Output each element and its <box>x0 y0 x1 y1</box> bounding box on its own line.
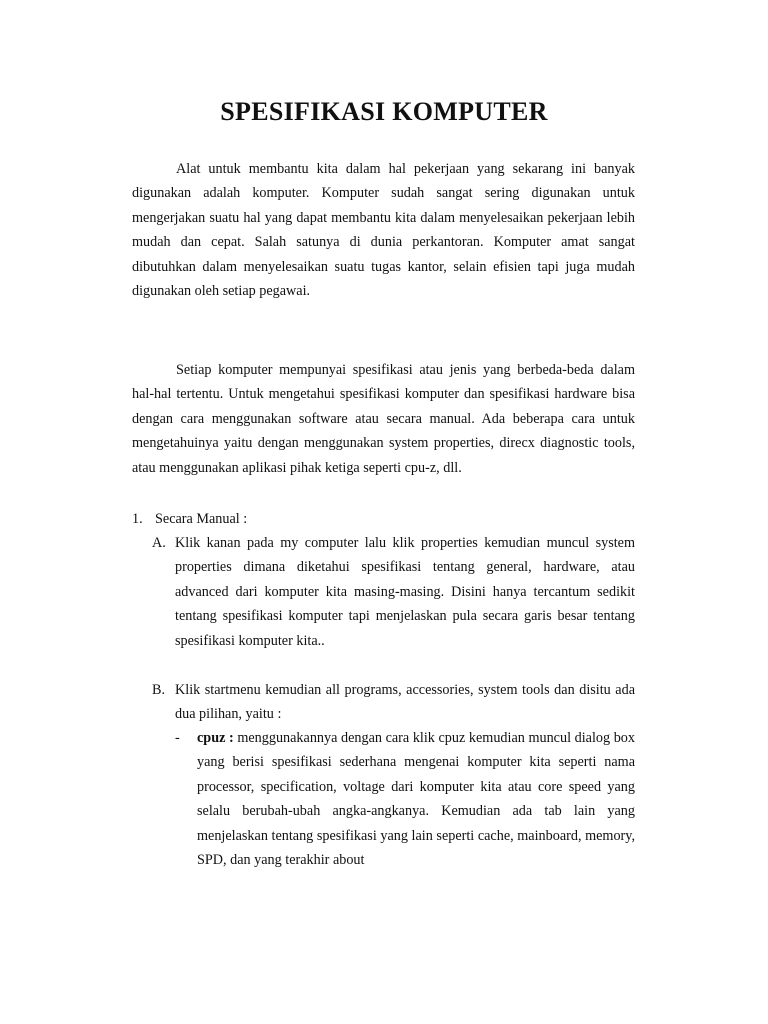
list-item-text: Secara Manual : <box>155 511 248 527</box>
list-marker: 1. <box>132 511 143 527</box>
paragraph-intro: Alat untuk membantu kita dalam hal pekerjaan yang sekarang ini banyak digunakan adalah komputer. Komputer sudah sangat sering digunakan untuk mengerjakan suatu hal yang dapat membantu kita dalam menyelesaikan pekerjaan lebih mudah dan cepat. Salah satunya di dunia perkantoran. Komputer amat sangat dibutuhkan dalam menyelesaikan suatu tugas kantor, selain efisien tapi juga mudah digunakan oleh setiap pegawai. <box>132 161 635 300</box>
paragraph-specification: Setiap komputer mempunyai spesifikasi atau jenis yang berbeda-beda dalam hal-hal tertentu. Untuk mengetahui spesifikasi komputer dan spesifikasi hardware bisa dengan cara menggunakan software atau secara manual. Ada beberapa cara untuk mengetahuinya yaitu dengan menggunakan system properties, direcx diagnostic tools, atau menggunakan aplikasi pihak ketiga seperti cpu-z, dll. <box>132 362 635 476</box>
list-marker: - <box>175 730 180 746</box>
term-cpuz: cpuz : <box>197 730 234 746</box>
list-item-text: Klik startmenu kemudian all programs, accessories, system tools dan disitu ada dua pilihan, yaitu : <box>175 682 635 723</box>
term-description: menggunakannya dengan cara klik cpuz kemudian muncul dialog box yang berisi spesifikasi sederhana mengenai komputer kita seperti nama processor, specification, voltage dari komputer kita atau core speed yang selalu berubah-ubah angka-angkanya. Kemudian ada tab lain yang menjelaskan tentang spesifikasi yang lain seperti cache, mainboard, memory, SPD, dan yang terakhir about <box>197 730 635 869</box>
list-marker: A. <box>152 535 166 551</box>
list-marker: B. <box>152 682 166 698</box>
document-title: SPESIFIKASI KOMPUTER <box>220 97 548 126</box>
list-item-text <box>197 726 635 872</box>
list-item-text: Klik kanan pada my computer lalu klik properties kemudian muncul system properties dimana diketahui spesifikasi tentang general, hardware, atau advanced dari komputer kita masing-masing. Disini hanya tercantum sedikit tentang spesifikasi komputer tapi menjelaskan pula secara garis besar tentang spesifikasi komputer kita.. <box>175 535 635 649</box>
